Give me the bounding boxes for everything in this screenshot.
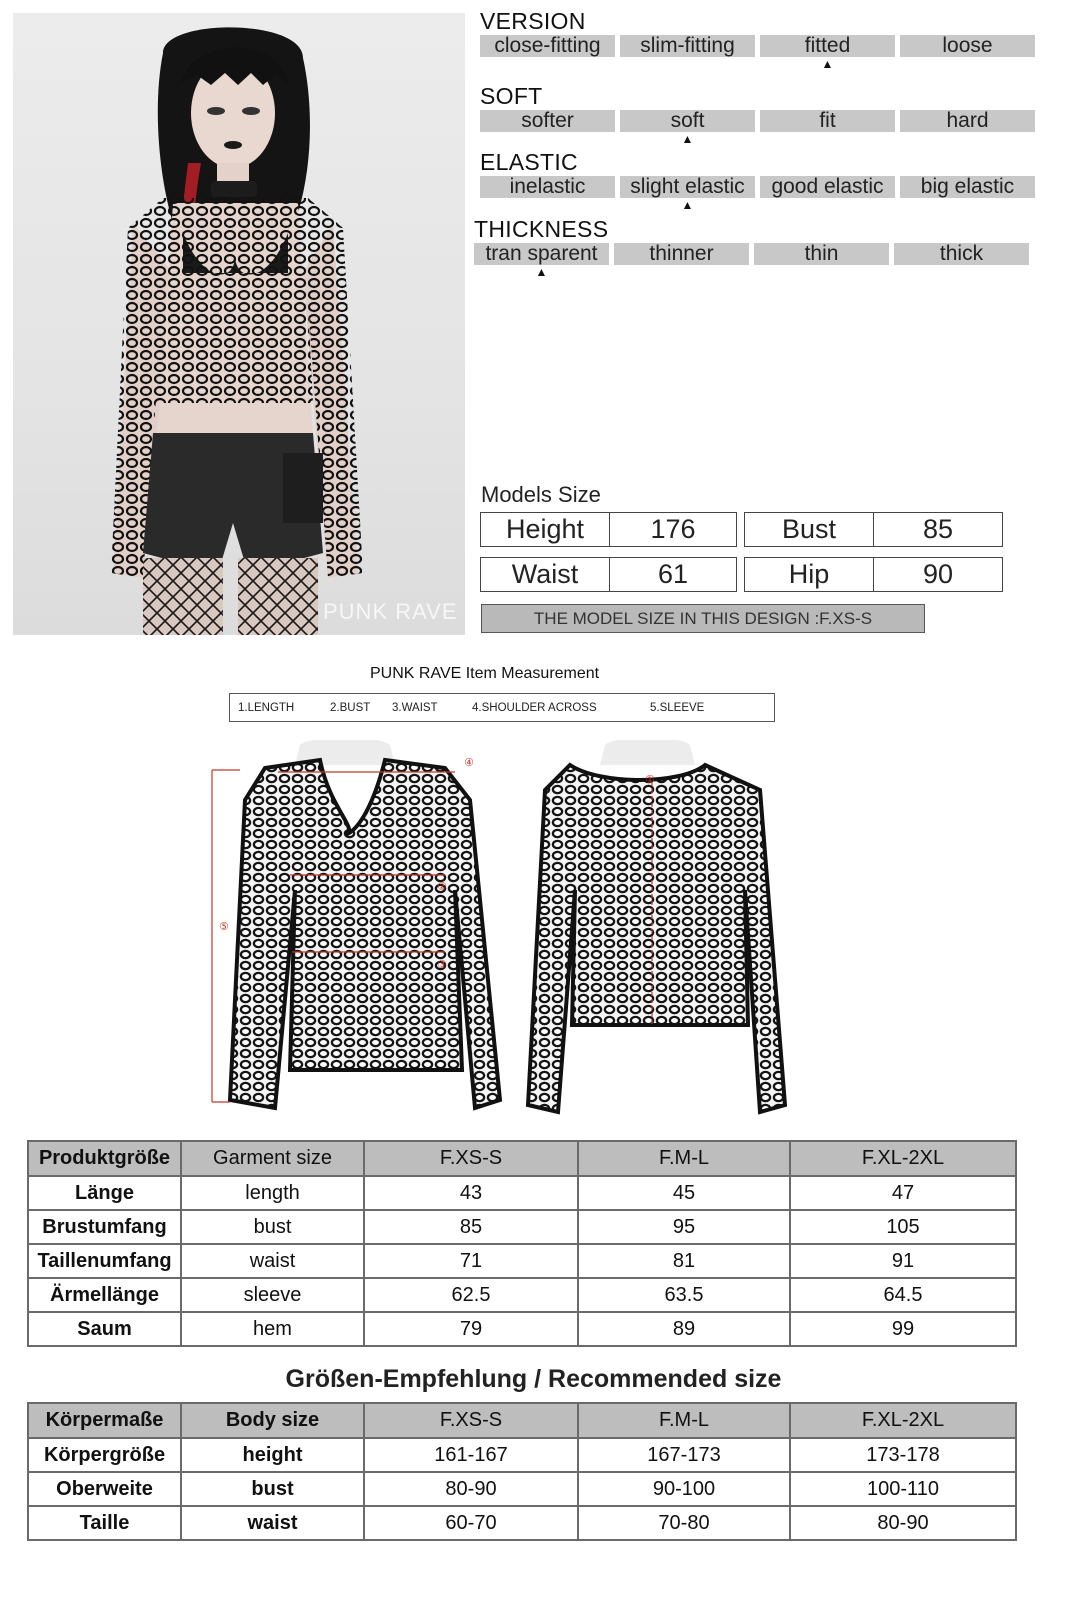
header-cell: F.M-L xyxy=(578,1141,790,1176)
table-cell: waist xyxy=(181,1506,364,1540)
label-shoulder: ④ xyxy=(464,756,474,769)
scale-markers xyxy=(480,57,1040,71)
label-waist: ③ xyxy=(437,958,447,971)
version-scale xyxy=(480,8,1040,71)
selection-marker-icon: ▲ xyxy=(681,132,694,146)
table-cell: hem xyxy=(181,1312,364,1346)
scale-option: hard xyxy=(900,110,1035,132)
legend-length: 1.LENGTH xyxy=(238,702,295,714)
table-cell: 60-70 xyxy=(364,1506,578,1540)
waist-value: 61 xyxy=(610,558,737,592)
measurement-title: PUNK RAVE Item Measurement xyxy=(370,665,600,682)
header-cell: Body size xyxy=(181,1403,364,1438)
scale-option: inelastic xyxy=(480,176,615,198)
table-cell: length xyxy=(181,1176,364,1210)
table-cell: 95 xyxy=(578,1210,790,1244)
photo-watermark: PUNK RAVE xyxy=(323,599,458,624)
recommended-title: Größen-Empfehlung / Recommended size xyxy=(285,1365,782,1393)
table-row xyxy=(28,1312,1016,1346)
scale-option: tran sparent xyxy=(474,243,609,265)
label-length: ① xyxy=(645,773,655,786)
table-cell: 89 xyxy=(578,1312,790,1346)
table-cell: 62.5 xyxy=(364,1278,578,1312)
height-value: 176 xyxy=(610,513,737,547)
waist-label: Waist xyxy=(481,558,610,592)
scale-option: loose xyxy=(900,35,1035,57)
table-cell: 71 xyxy=(364,1244,578,1278)
table-cell: 70-80 xyxy=(578,1506,790,1540)
scale-option: thick xyxy=(894,243,1029,265)
selection-marker-icon: ▲ xyxy=(821,57,834,71)
marker-slot xyxy=(900,198,1035,212)
legend-sleeve: 5.SLEEVE xyxy=(650,702,705,714)
scale-options xyxy=(474,243,1034,265)
bust-label: Bust xyxy=(745,513,874,547)
garment-diagram xyxy=(200,740,820,1125)
marker-slot xyxy=(480,198,615,212)
table-cell: 161-167 xyxy=(364,1438,578,1472)
table-cell: Oberweite xyxy=(28,1472,181,1506)
header-cell: F.XL-2XL xyxy=(790,1141,1016,1176)
legend-shoulder: 4.SHOULDER ACROSS xyxy=(472,702,597,714)
hip-value: 90 xyxy=(874,558,1003,592)
table-row xyxy=(28,1244,1016,1278)
scale-option: slim-fitting xyxy=(620,35,755,57)
scale-option: big elastic xyxy=(900,176,1035,198)
table-cell: 167-173 xyxy=(578,1438,790,1472)
attr-title: ELASTIC xyxy=(480,149,578,175)
header-cell: F.XS-S xyxy=(364,1141,578,1176)
scale-options xyxy=(480,35,1040,57)
models-size-title: Models Size xyxy=(481,482,601,507)
marker-slot xyxy=(480,57,615,71)
spacer xyxy=(737,513,745,547)
table-cell: 91 xyxy=(790,1244,1016,1278)
legend-waist: 3.WAIST xyxy=(392,702,438,714)
header-cell: Körpermaße xyxy=(28,1403,181,1438)
marker-slot xyxy=(760,132,895,146)
bust-value: 85 xyxy=(874,513,1003,547)
marker-slot xyxy=(614,265,749,279)
table-cell: 85 xyxy=(364,1210,578,1244)
scale-option: thinner xyxy=(614,243,749,265)
table-cell: Ärmellänge xyxy=(28,1278,181,1312)
table-cell: 43 xyxy=(364,1176,578,1210)
table-cell: bust xyxy=(181,1472,364,1506)
scale-options xyxy=(480,176,1040,198)
table-cell: Brustumfang xyxy=(28,1210,181,1244)
model-size-row-1 xyxy=(480,512,1003,547)
table-row xyxy=(28,1506,1016,1540)
thickness-scale xyxy=(474,216,1034,279)
table-cell: 105 xyxy=(790,1210,1016,1244)
header-cell: F.XS-S xyxy=(364,1403,578,1438)
height-label: Height xyxy=(481,513,610,547)
scale-option: good elastic xyxy=(760,176,895,198)
marker-slot xyxy=(620,57,755,71)
scale-option: slight elastic xyxy=(620,176,755,198)
scale-markers xyxy=(474,265,1034,279)
table-cell: 80-90 xyxy=(790,1506,1016,1540)
soft-scale xyxy=(480,83,1040,146)
marker-slot xyxy=(760,198,895,212)
table-cell: Saum xyxy=(28,1312,181,1346)
table-row xyxy=(28,1210,1016,1244)
model-size-note: THE MODEL SIZE IN THIS DESIGN :F.XS-S xyxy=(481,604,925,633)
table-row xyxy=(28,1472,1016,1506)
table-cell: 90-100 xyxy=(578,1472,790,1506)
table-cell: 63.5 xyxy=(578,1278,790,1312)
table-cell: 47 xyxy=(790,1176,1016,1210)
table-cell: Taille xyxy=(28,1506,181,1540)
table-cell: bust xyxy=(181,1210,364,1244)
scale-markers xyxy=(480,198,1040,212)
table-cell: 100-110 xyxy=(790,1472,1016,1506)
measurement-legend xyxy=(229,693,775,722)
marker-slot xyxy=(894,265,1029,279)
table-row xyxy=(28,1278,1016,1312)
selection-marker-icon: ▲ xyxy=(535,265,548,279)
model-photo xyxy=(13,13,465,635)
label-sleeve: ⑤ xyxy=(219,920,229,933)
scale-options xyxy=(480,110,1040,132)
marker-slot xyxy=(900,57,1035,71)
size-table-header xyxy=(28,1141,1016,1176)
table-cell: 80-90 xyxy=(364,1472,578,1506)
elastic-scale xyxy=(480,149,1040,212)
label-bust: ② xyxy=(437,880,447,893)
table-cell: Länge xyxy=(28,1176,181,1210)
table-cell: Körpergröße xyxy=(28,1438,181,1472)
legend-bust: 2.BUST xyxy=(330,702,371,714)
scale-option: thin xyxy=(754,243,889,265)
table-row xyxy=(28,1176,1016,1210)
scale-markers xyxy=(480,132,1040,146)
table-cell: 81 xyxy=(578,1244,790,1278)
table-cell: 99 xyxy=(790,1312,1016,1346)
spacer xyxy=(737,558,745,592)
table-cell: 45 xyxy=(578,1176,790,1210)
model-size-row-2 xyxy=(480,557,1003,592)
table-cell: 173-178 xyxy=(790,1438,1016,1472)
header-cell: Garment size xyxy=(181,1141,364,1176)
marker-slot xyxy=(480,132,615,146)
size-table xyxy=(27,1140,1017,1347)
recommended-table xyxy=(27,1402,1017,1541)
garment-diagram-svg xyxy=(200,740,820,1125)
table-cell: 64.5 xyxy=(790,1278,1016,1312)
header-cell: F.XL-2XL xyxy=(790,1403,1016,1438)
scale-option: close-fitting xyxy=(480,35,615,57)
marker-slot xyxy=(900,132,1035,146)
header-cell: F.M-L xyxy=(578,1403,790,1438)
attr-title: SOFT xyxy=(480,83,543,109)
recommended-table-header xyxy=(28,1403,1016,1438)
attr-title: VERSION xyxy=(480,8,586,34)
model-photo-illustration xyxy=(13,13,465,635)
table-cell: height xyxy=(181,1438,364,1472)
scale-option: soft xyxy=(620,110,755,132)
table-row xyxy=(28,1438,1016,1472)
scale-option: fit xyxy=(760,110,895,132)
table-cell: waist xyxy=(181,1244,364,1278)
hip-label: Hip xyxy=(745,558,874,592)
table-cell: sleeve xyxy=(181,1278,364,1312)
table-cell: Taillenumfang xyxy=(28,1244,181,1278)
scale-option: fitted xyxy=(760,35,895,57)
attr-title: THICKNESS xyxy=(474,216,609,242)
table-cell: 79 xyxy=(364,1312,578,1346)
selection-marker-icon: ▲ xyxy=(681,198,694,212)
marker-slot xyxy=(754,265,889,279)
header-cell: Produktgröße xyxy=(28,1141,181,1176)
scale-option: softer xyxy=(480,110,615,132)
